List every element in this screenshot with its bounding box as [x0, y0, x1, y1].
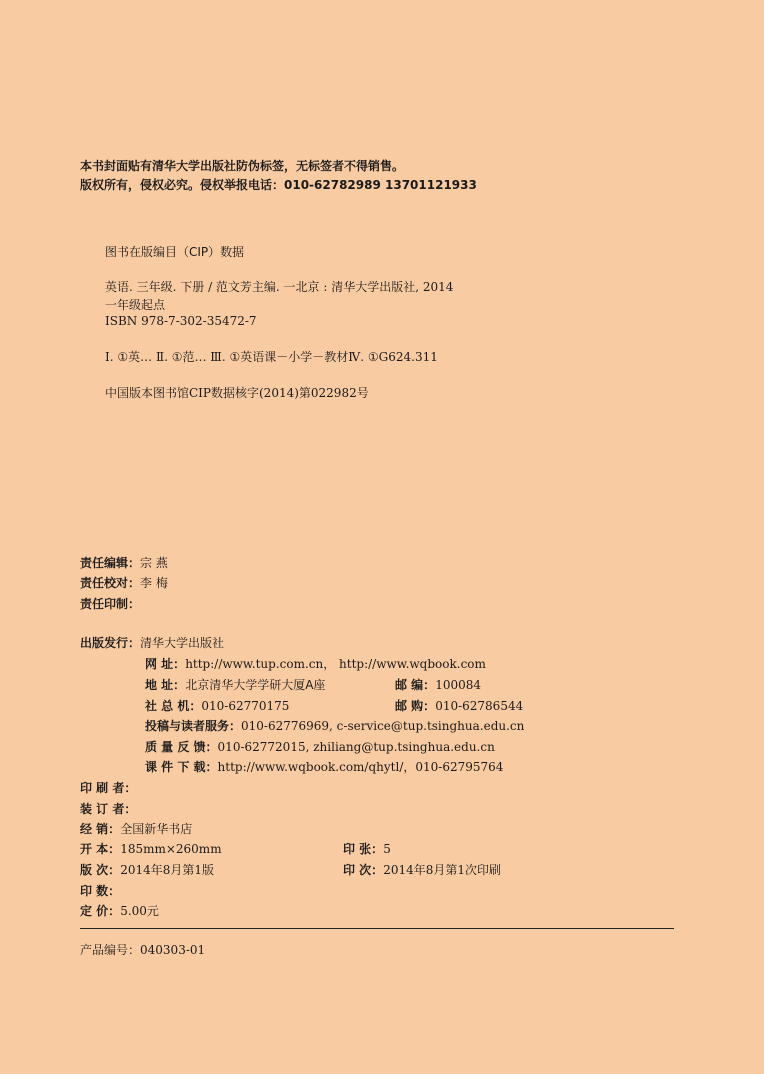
print-count-row [80, 882, 120, 899]
mailorder-row [395, 697, 523, 714]
cip-record-number: 中国版本图书馆CIP数据核字(2014)第022982号 [105, 386, 369, 400]
reader-service-row [145, 717, 524, 734]
print-manager-label: 责任印制： [80, 597, 141, 611]
product-code-value: 040303-01 [140, 943, 206, 957]
switchboard-row [145, 697, 289, 714]
publisher-name: 清华大学出版社 [140, 636, 225, 650]
price-value: 5.00元 [120, 904, 159, 918]
format-value: 185mm×260mm [120, 842, 222, 856]
binder-row [80, 800, 136, 817]
address-label: 地 址： [145, 678, 186, 692]
publisher-label: 出版发行： [80, 636, 141, 650]
binder-label: 装 订 者： [80, 802, 137, 816]
price-row [80, 902, 159, 919]
switchboard-value: 010-62770175 [201, 699, 290, 713]
cip-heading: 图书在版编目（CIP）数据 [105, 245, 245, 259]
mailorder-value: 010-62786544 [435, 699, 524, 713]
divider-rule [80, 928, 674, 929]
cip-isbn: ISBN 978-7-302-35472-7 [105, 314, 257, 328]
print-manager-row [80, 595, 140, 612]
cip-title-line: 英语. 三年级. 下册 / 范文芳主编. 一北京 : 清华大学出版社, 2014 [105, 280, 454, 294]
web-label: 网 址： [145, 657, 186, 671]
distributor-label: 经 销： [80, 822, 121, 836]
anti-counterfeit-notice: 本书封面贴有清华大学出版社防伪标签，无标签者不得销售。 [80, 159, 405, 173]
print-count-label: 印 数： [80, 884, 121, 898]
proofreader-row [80, 574, 168, 591]
publisher-row [80, 634, 224, 651]
impression-label: 印 次： [343, 863, 384, 877]
edition-label: 版 次： [80, 863, 121, 877]
printer-row [80, 779, 136, 796]
cip-classification: Ⅰ. ①英… Ⅱ. ①范… Ⅲ. ①英语课－小学－教材Ⅳ. ①G624.311 [105, 350, 438, 364]
price-label: 定 价： [80, 904, 121, 918]
quality-feedback-row [145, 738, 495, 755]
distributor-value: 全国新华书店 [120, 822, 193, 836]
address-value: 北京清华大学学研大厦A座 [185, 678, 326, 692]
switchboard-label: 社 总 机： [145, 699, 202, 713]
impression-value: 2014年8月第1次印刷 [383, 863, 501, 877]
format-row [80, 840, 222, 857]
printer-label: 印 刷 者： [80, 781, 137, 795]
reader-service-value: 010-62776969, c-service@tup.tsinghua.edu.cn [241, 719, 525, 733]
sheets-label: 印 张： [343, 842, 384, 856]
distributor-row [80, 820, 192, 837]
courseware-label: 课 件 下 载： [145, 760, 218, 774]
proofreader-name: 李 梅 [140, 576, 168, 590]
courseware-value: http://www.wqbook.com/qhytl/，010-62795764 [217, 760, 504, 774]
postcode-row [395, 676, 481, 693]
sheets-value: 5 [383, 842, 391, 856]
cip-series-line: 一年级起点 [105, 298, 166, 312]
web-value: http://www.tup.com.cn， http://www.wqbook.com [185, 657, 486, 671]
postcode-label: 邮 编： [395, 678, 436, 692]
format-label: 开 本： [80, 842, 121, 856]
editor-name: 宗 燕 [140, 556, 168, 570]
proofreader-label: 责任校对： [80, 576, 141, 590]
edition-row [80, 861, 214, 878]
editor-row [80, 554, 168, 571]
address-row [145, 676, 325, 693]
postcode-value: 100084 [435, 678, 481, 692]
reader-service-label: 投稿与读者服务： [145, 719, 242, 733]
impression-row [343, 861, 501, 878]
web-row [145, 655, 486, 672]
edition-value: 2014年8月第1版 [120, 863, 214, 877]
sheets-row [343, 840, 391, 857]
product-code-label: 产品编号： [80, 943, 141, 957]
mailorder-label: 邮 购： [395, 699, 436, 713]
product-code-row [80, 941, 205, 958]
editor-label: 责任编辑： [80, 556, 141, 570]
quality-feedback-value: 010-62772015, zhiliang@tup.tsinghua.edu.cn [217, 740, 495, 754]
courseware-row [145, 758, 503, 775]
copyright-notice: 版权所有，侵权必究。侵权举报电话：010-62782989 13701121933 [80, 178, 477, 192]
quality-feedback-label: 质 量 反 馈： [145, 740, 218, 754]
